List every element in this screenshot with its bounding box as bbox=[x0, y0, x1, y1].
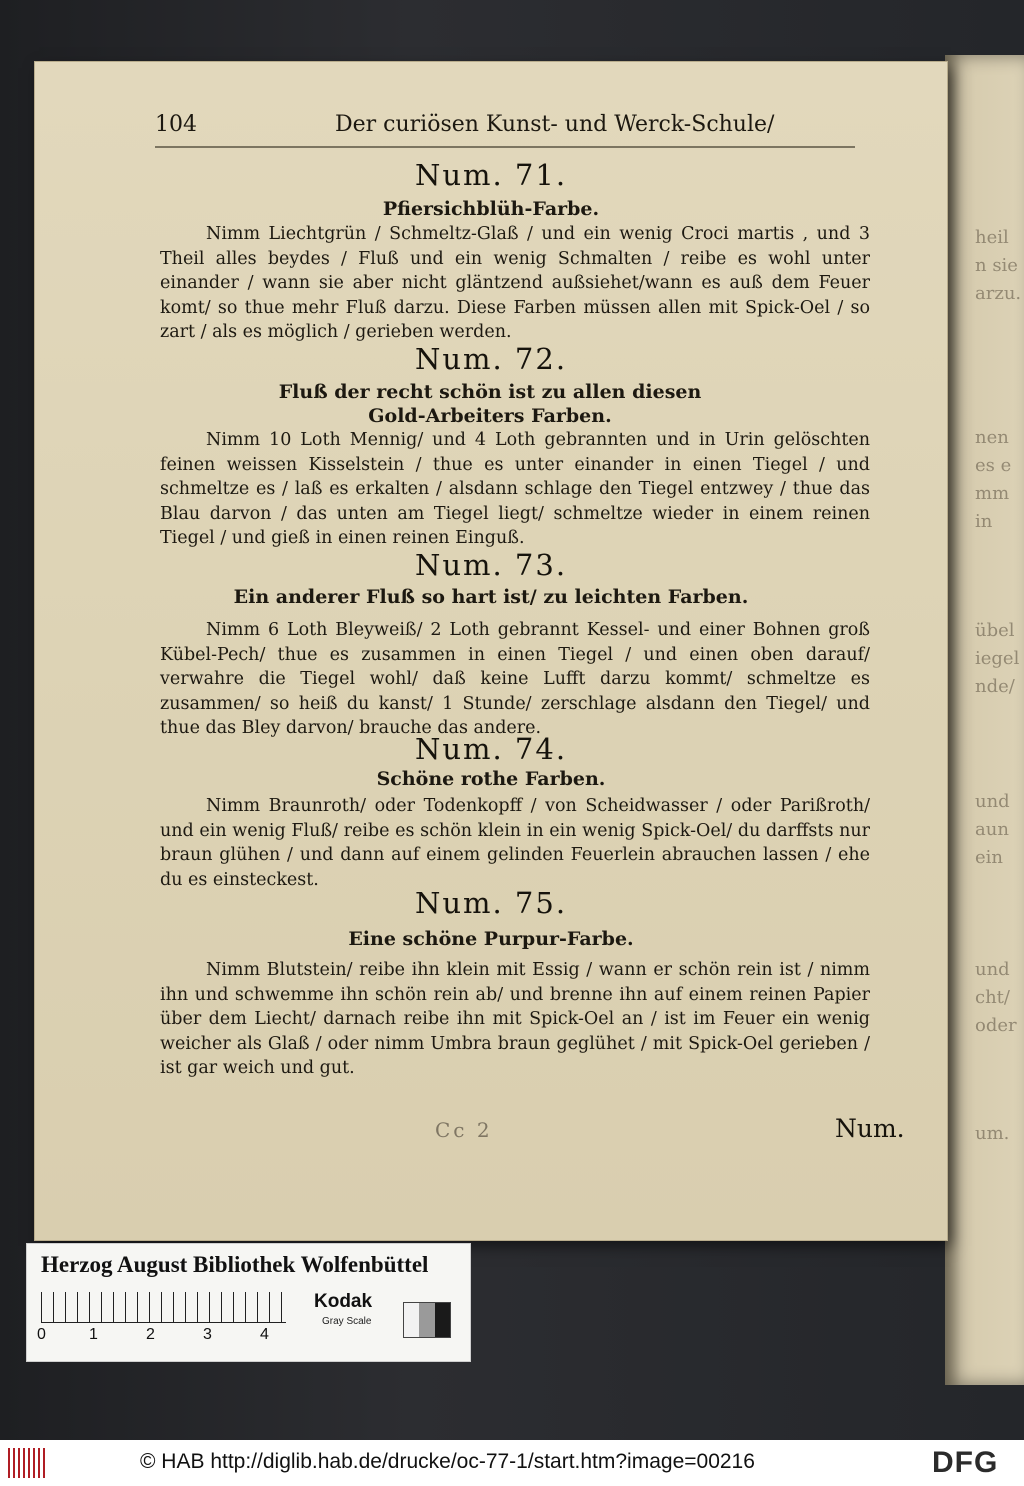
bleed-fragment: ein bbox=[975, 847, 1004, 868]
gray-scale-label: Gray Scale bbox=[322, 1316, 372, 1327]
copyright-link[interactable]: © HAB http://diglib.hab.de/drucke/oc-77-1/start.htm?image=00216 bbox=[140, 1450, 755, 1473]
measurement-ruler bbox=[41, 1292, 286, 1323]
bleed-fragment: und bbox=[975, 959, 1010, 980]
bleed-fragment: aun bbox=[975, 819, 1009, 840]
ruler-number: 0 bbox=[37, 1326, 46, 1343]
library-name: Herzog August Bibliothek Wolfenbüttel bbox=[41, 1252, 429, 1277]
gray-swatch-dark bbox=[435, 1303, 450, 1337]
section-text-72: Nimm 10 Loth Mennig/ und 4 Loth gebrannten und in Urin gelöschten feinen weissen Kisselstein / thue es unter einander in einen Tiegel / und schmeltze es / laß es erkalten / alsdann schlage den Tiegel entzwey / thue das Blau darvon / das unten am Tiegel liegt/ schmeltze wieder in einem reinen Tiegel / und gieß in einen reinen Einguß. bbox=[160, 430, 870, 548]
section-text-75: Nimm Blutstein/ reibe ihn klein mit Essig / wann er schön rein ist / nimm ihn und schwemme ihn schön rein ab/ und brenne ihn auf einem reinen Papier über dem Liecht/ darnach reibe ihn mit Spick-Oel an / ist im Feuer ein wenig weicher als Glaß / oder nimm Umbra braun geglühet / mit Spick-Oel gerieben / ist gar weich und gut. bbox=[160, 960, 870, 1078]
catchword: Num. bbox=[835, 1114, 905, 1143]
bleed-fragment: und bbox=[975, 791, 1010, 812]
section-number-73: Num. 73. bbox=[414, 548, 568, 582]
barcode-icon bbox=[8, 1448, 48, 1478]
adjacent-page-edge bbox=[945, 55, 1024, 1385]
section-title-72: Fluß der recht schön ist zu allen diesen Gold-Arbeiters Farben. bbox=[278, 381, 702, 427]
section-number-75: Num. 75. bbox=[414, 886, 568, 920]
bleed-fragment: nde/ bbox=[975, 676, 1015, 697]
dfg-logo: DFG bbox=[932, 1446, 999, 1479]
ruler-number: 3 bbox=[203, 1326, 212, 1343]
page-number: 104 bbox=[155, 112, 197, 137]
section-title-71: Pfiersichblüh-Farbe. bbox=[382, 198, 600, 220]
footer-bar bbox=[0, 1440, 1024, 1486]
section-number-74: Num. 74. bbox=[414, 732, 568, 766]
ruler-number: 2 bbox=[146, 1326, 155, 1343]
section-title-74: Schöne rothe Farben. bbox=[376, 768, 606, 790]
ruler-number: 4 bbox=[260, 1326, 269, 1343]
running-head: Der curiösen Kunst- und Werck-Schule/ bbox=[335, 112, 775, 137]
bleed-fragment: übel bbox=[975, 620, 1015, 641]
gray-swatches bbox=[403, 1302, 451, 1338]
bleed-fragment: iegel bbox=[975, 648, 1020, 669]
bleed-fragment: nen bbox=[975, 427, 1009, 448]
kodak-brand: Kodak bbox=[314, 1291, 373, 1312]
book-page bbox=[35, 62, 947, 1240]
bleed-fragment: in bbox=[975, 511, 993, 532]
bleed-fragment: arzu. bbox=[975, 283, 1022, 304]
signature-mark: Cc 2 bbox=[435, 1118, 493, 1142]
page-header bbox=[155, 112, 855, 146]
section-number-71: Num. 71. bbox=[414, 158, 568, 192]
section-text-71: Nimm Liechtgrün / Schmeltz-Glaß / und ein wenig Croci martis , und 3 Theil alles beydes / Fluß und ein wenig Schmalten / reibe es wohl unter einander / wann sie aber nicht gläntzend außsiehet/wann es auß dem Feuer komt/ so thue mehr Fluß darzu. Diese Farben müssen allen mit Spick-Oel / so zart / als es möglich / gerieben werden. bbox=[160, 224, 870, 342]
section-number-72: Num. 72. bbox=[414, 342, 568, 376]
color-calibration-card bbox=[26, 1243, 471, 1362]
section-title-73: Ein anderer Fluß so hart ist/ zu leichten Farben. bbox=[233, 586, 749, 608]
section-text-74: Nimm Braunroth/ oder Todenkopff / von Scheidwasser / oder Parißroth/ und ein wenig Fluß/ reibe es schön klein in ein wenig Spick-Oel/ du darffsts nur braun glühen / und dann auf einem gelinden Feuerlein abrauchen lassen / ehe du es einsteckest. bbox=[160, 796, 870, 890]
bleed-fragment: oder bbox=[975, 1015, 1017, 1036]
bleed-fragment: n sie bbox=[975, 255, 1018, 276]
bleed-fragment: heil bbox=[975, 227, 1009, 248]
bleed-fragment: mm bbox=[975, 483, 1010, 504]
section-text-73: Nimm 6 Loth Bleyweiß/ 2 Loth gebrannt Kessel- und einer Bohnen groß Kübel-Pech/ thue es zusammen in einen Tiegel / und einen oben darauf/ verwahre die Tiegel wohl/ daß keine Lufft darzu kommt/ schmeltze es zusammen/ so heiß du kanst/ 1 Stunde/ zerschlage alsdann den Tiegel/ und thue das Bley darvon/ brauche das andere. bbox=[160, 620, 870, 738]
section-title-75: Eine schöne Purpur-Farbe. bbox=[348, 928, 634, 950]
bleed-fragment: es e bbox=[975, 455, 1012, 476]
gray-swatch-mid bbox=[419, 1303, 434, 1337]
header-rule bbox=[155, 146, 855, 148]
ruler-number: 1 bbox=[89, 1326, 98, 1343]
bleed-fragment: um. bbox=[975, 1123, 1010, 1144]
bleed-fragment: cht/ bbox=[975, 987, 1010, 1008]
gray-swatch-light bbox=[404, 1303, 419, 1337]
